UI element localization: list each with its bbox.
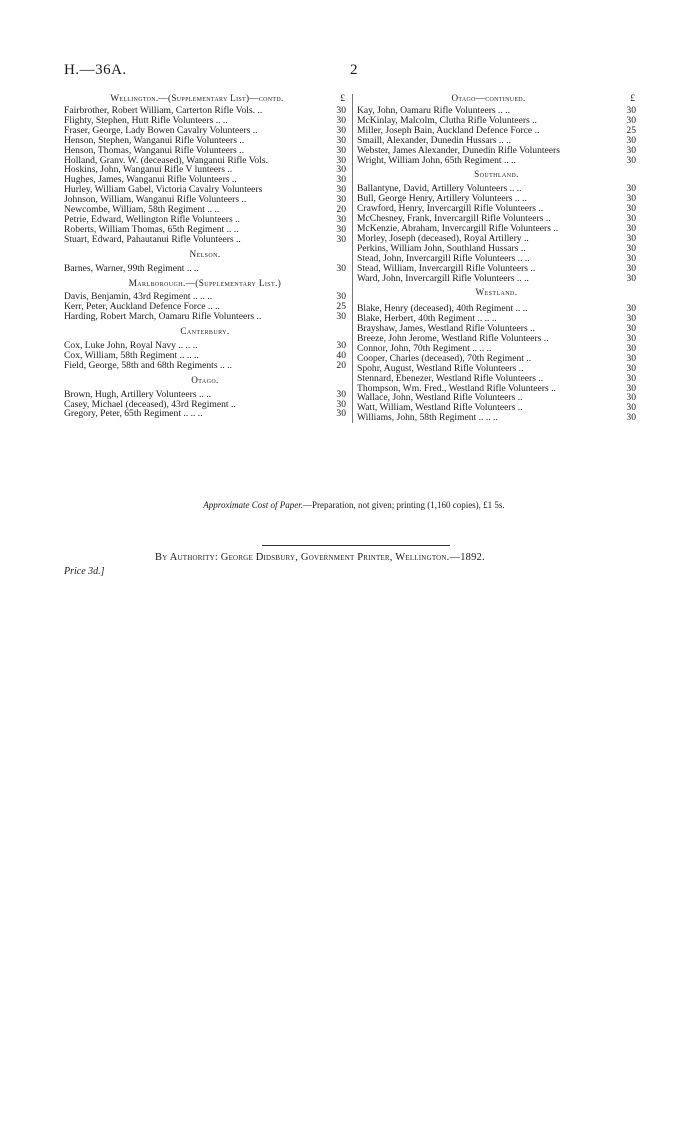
list-item: Henson, Thomas, Wanganui Rifle Volunteers .. 30 <box>64 144 346 156</box>
list-item: Smaill, Alexander, Dunedin Hussars .. .. 30 <box>357 134 636 146</box>
list-item: Roberts, William Thomas, 65th Regiment .. .. 30 <box>64 223 346 235</box>
list-item: Perkins, William John, Southland Hussars .. 30 <box>357 242 636 254</box>
section-title-otago: Otago. <box>191 374 219 385</box>
list-item: Watt, William, Westland Rifle Volunteers .. 30 <box>357 402 636 414</box>
currency-label: £ <box>630 93 635 104</box>
list-item: Field, George, 58th and 68th Regiments .. .. 20 <box>64 359 346 371</box>
footer-divider <box>262 545 450 546</box>
list-item: Stuart, Edward, Pahautanui Rifle Volunteers .. 30 <box>64 233 346 245</box>
canterbury-list <box>64 341 346 371</box>
section-title-nelson: Nelson. <box>189 248 221 259</box>
list-item: Blake, Henry (deceased), 40th Regiment .. .. 30 <box>357 303 636 315</box>
list-item: Hurley, William Gabel, Victoria Cavalry Volunteers 30 <box>64 184 346 196</box>
cost-text: —Preparation, not given; printing (1,160 copies), £1 5s. <box>302 500 505 510</box>
list-item: Casey, Michael (deceased), 43rd Regiment .. 30 <box>64 398 346 410</box>
list-item: Miller, Joseph Bain, Auckland Defence Force .. 25 <box>357 124 636 136</box>
page-number: 2 <box>350 62 358 78</box>
section-title-southland: Southland. <box>474 169 519 180</box>
right-column-header <box>357 94 636 106</box>
otago-continued-list <box>357 106 636 165</box>
list-item: Connor, John, 70th Regiment .. .. .. 30 <box>357 342 636 354</box>
nelson-list <box>64 264 346 274</box>
list-item: McKinlay, Malcolm, Clutha Rifle Volunteers .. 30 <box>357 114 636 126</box>
list-item: Wright, William John, 65th Regiment .. .. 30 <box>357 154 636 166</box>
list-item: Williams, John, 58th Regiment .. .. .. 30 <box>357 412 636 424</box>
list-item: Stead, John, Invercargill Rifle Volunteers .. .. 30 <box>357 252 636 264</box>
list-item: Morley, Joseph (deceased), Royal Artillery .. 30 <box>357 232 636 244</box>
cost-label: Approximate Cost of Paper. <box>203 500 303 510</box>
section-title-wellington: Wellington.—(Supplementary List)—contd. <box>110 93 284 103</box>
list-item: Petrie, Edward, Wellington Rifle Volunteers .. 30 <box>64 213 346 225</box>
list-item: Stead, William, Invercargill Rifle Volunteers .. 30 <box>357 262 636 274</box>
section-title-canterbury: Canterbury. <box>180 326 230 337</box>
list-item: Davis, Benjamin, 43rd Regiment .. .. .. 30 <box>64 291 346 303</box>
left-column-header <box>64 94 346 106</box>
printer-authority: By Authority: George Didsbury, Government Printer, Wellington.—1892. <box>155 552 485 563</box>
cost-note <box>64 500 644 510</box>
left-column <box>64 94 346 419</box>
list-item: Breeze, John Jerome, Westland Rifle Volunteers .. 30 <box>357 333 636 345</box>
list-item: Brown, Hugh, Artillery Volunteers .. .. 30 <box>64 388 346 400</box>
list-item: Cooper, Charles (deceased), 70th Regiment .. 30 <box>357 352 636 364</box>
list-item: Barnes, Warner, 99th Regiment .. .. 30 <box>64 262 346 274</box>
list-item: Ward, John, Invercargill Rifle Volunteers .. .. 30 <box>357 272 636 284</box>
list-item: Kay, John, Oamaru Rifle Volunteers .. .. 30 <box>357 105 636 116</box>
list-item: Crawford, Henry, Invercargill Rifle Volunteers .. 30 <box>357 203 636 215</box>
section-title-westland: Westland. <box>475 287 518 298</box>
list-item: Bull, George Henry, Artillery Volunteers .. .. 30 <box>357 193 636 205</box>
right-column <box>352 94 636 423</box>
list-item: Ballantyne, David, Artillery Volunteers .. .. 30 <box>357 183 636 195</box>
list-item: Spohr, August, Westland Rifle Volunteers .. 30 <box>357 362 636 374</box>
list-item: Harding, Robert March, Oamaru Rifle Volunteers .. 30 <box>64 311 346 323</box>
list-item: Fairbrother, Robert William, Carterton Rifle Vols. .. 30 <box>64 105 346 116</box>
list-item: Henson, Stephen, Wanganui Rifle Volunteers .. 30 <box>64 134 346 146</box>
list-item: McKenzie, Abraham, Invercargill Rifle Volunteers .. 30 <box>357 222 636 234</box>
section-title-otago-continued: Otago—continued. <box>451 93 526 103</box>
list-item: Blake, Herbert, 40th Regiment .. .. .. 30 <box>357 313 636 325</box>
list-item: Flighty, Stephen, Hutt Rifle Volunteers .. .. 30 <box>64 114 346 126</box>
southland-list <box>357 184 636 283</box>
section-title-marlborough: Marlborough.—(Supplementary List.) <box>128 277 282 288</box>
list-item: Brayshaw, James, Westland Rifle Volunteers .. 30 <box>357 323 636 335</box>
wellington-list <box>64 106 346 245</box>
list-item: Webster, James Alexander, Dunedin Rifle Volunteers 30 <box>357 144 636 156</box>
list-item: Johnson, William, Wanganui Rifle Volunteers .. 30 <box>64 194 346 206</box>
list-item: Fraser, George, Lady Bowen Cavalry Volunteers .. 30 <box>64 124 346 136</box>
marlborough-list <box>64 292 346 322</box>
page-header <box>64 62 644 82</box>
list-item: Stennard, Ebenezer, Westland Rifle Volunteers .. 30 <box>357 372 636 384</box>
list-item: Gregory, Peter, 65th Regiment .. .. .. 30 <box>64 408 346 420</box>
list-item: Thompson, Wm. Fred., Westland Rifle Volunteers .. 30 <box>357 382 636 394</box>
list-item: Cox, Luke John, Royal Navy .. .. .. 30 <box>64 340 346 352</box>
list-item: Newcombe, William, 58th Regiment .. .. 20 <box>64 204 346 216</box>
westland-list <box>357 304 636 423</box>
list-item: Hoskins, John, Wanganui Rifle V lunteers .. 30 <box>64 164 346 176</box>
list-item: Wallace, John, Westland Rifle Volunteers .. 30 <box>357 392 636 404</box>
list-item: Kerr, Peter, Auckland Defence Force .. .. 25 <box>64 301 346 313</box>
list-item: Holland, Granv. W. (deceased), Wanganui Rifle Vols. 30 <box>64 154 346 166</box>
list-item: Cox, William, 58th Regiment .. .. .. 40 <box>64 349 346 361</box>
price-note: Price 3d.] <box>64 566 105 577</box>
currency-label: £ <box>340 93 345 104</box>
list-item: McChesney, Frank, Invercargill Rifle Volunteers .. 30 <box>357 213 636 225</box>
otago-list <box>64 390 346 420</box>
list-item: Hughes, James, Wanganui Rifle Volunteers .. 30 <box>64 174 346 186</box>
document-code: H.—36A. <box>64 62 127 78</box>
